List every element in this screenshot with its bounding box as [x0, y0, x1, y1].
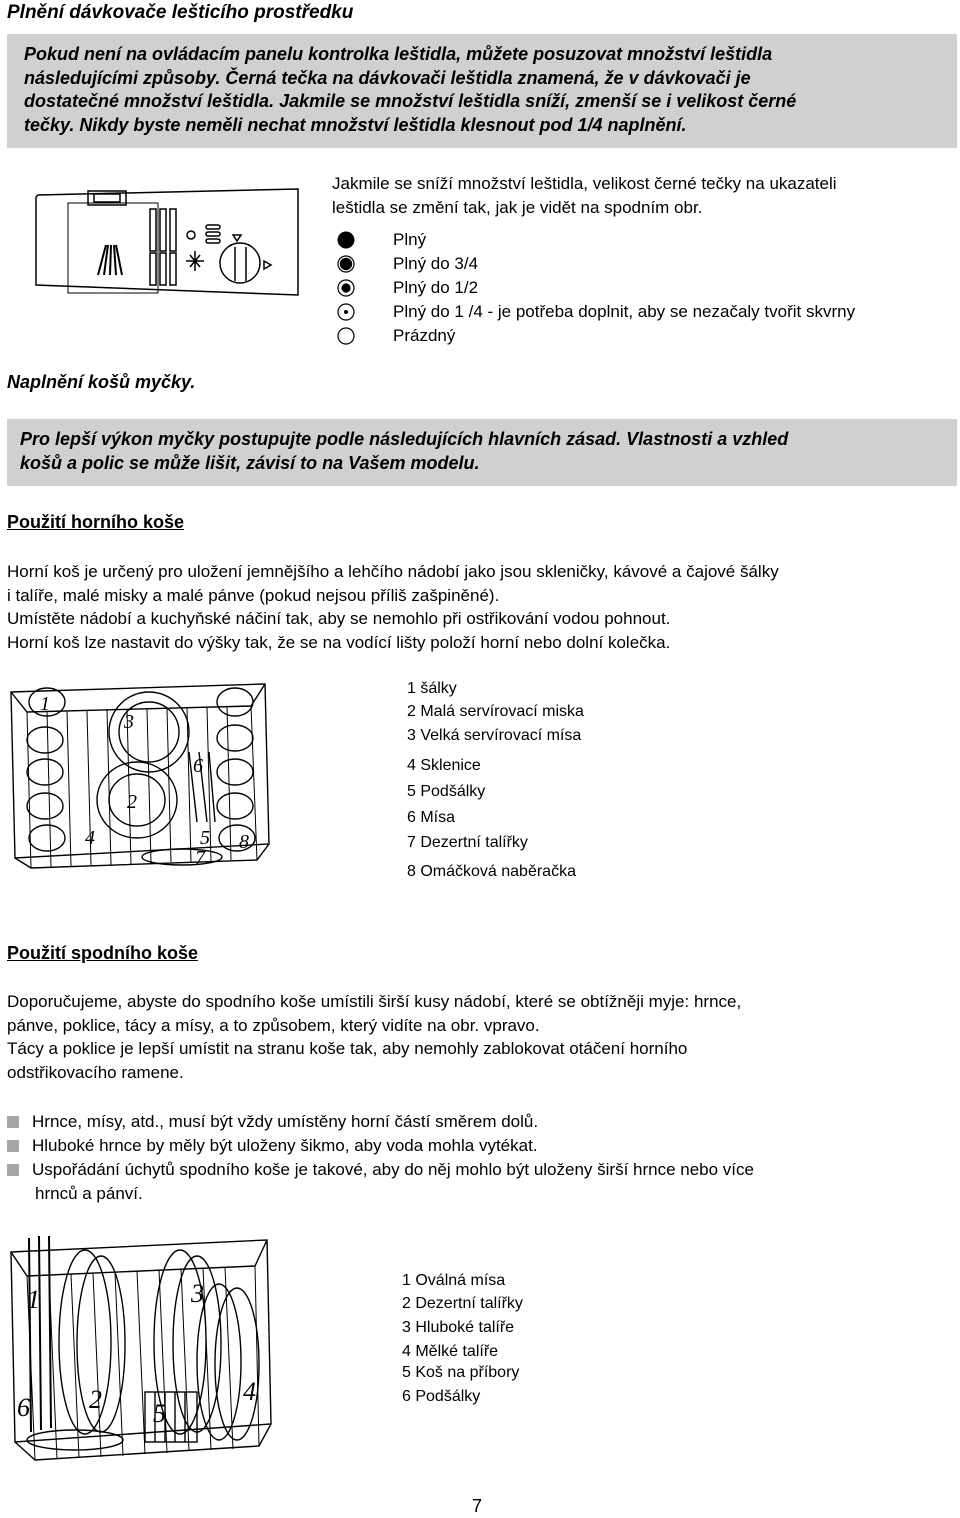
lower-paragraph-line: pánve, poklice, tácy a mísy, a to způsobem, který vidíte na obr. vpravo.	[7, 1015, 540, 1035]
lower-legend-item: 2 Dezertní talířky	[402, 1295, 523, 1312]
lower-paragraph-line: Tácy a poklice je lepší umístit na stranu koše tak, aby nemohly zablokovat otáčení horního	[7, 1039, 688, 1058]
legend-label: Plný do 3/4	[393, 254, 479, 273]
upper-paragraph-line: i talíře, malé misky a malé pánve (pokud nejsou příliš zašpiněné).	[7, 585, 500, 605]
dot-half-icon	[337, 279, 355, 297]
legend-label: Prázdný	[393, 326, 456, 345]
lower-basket-heading: Použití spodního koše	[7, 943, 199, 963]
upper-paragraph-line: Horní koš je určený pro uložení jemnějšího a lehčího nádobí jako jsou skleničky, kávové a čajové šálky	[7, 562, 779, 581]
upper-basket-text	[7, 560, 955, 654]
baskets-heading: Naplnění košů myčky.	[7, 372, 196, 392]
figure-number: 5	[153, 1399, 166, 1428]
bullet-square-icon	[7, 1164, 19, 1176]
lower-basket-diagram	[5, 1232, 275, 1467]
upper-legend-item: 2 Malá servírovací miska	[407, 703, 584, 720]
info-line: Pokud není na ovládacím panelu kontrolka leštidla, můžete posuzovat množství leštidla	[24, 44, 773, 64]
info-line: tečky. Nikdy byste neměli nechat množství leštidla klesnout pod 1/4 naplnění.	[24, 114, 687, 135]
lower-legend-item: 4 Mělké talíře	[402, 1343, 499, 1360]
bullet-item	[7, 1158, 955, 1182]
dot-quarter-icon	[337, 303, 355, 321]
bullet-text: Uspořádání úchytů spodního koše je takové, aby do něj mohlo být uloženy širší hrnce nebo více	[32, 1160, 754, 1179]
upper-paragraph-line: Horní koš lze nastavit do výšky tak, že se na vodící lišty položí horní nebo dolní kolečka.	[7, 632, 671, 652]
page-number: 7	[472, 1496, 483, 1516]
upper-legend-item: 4 Sklenice	[407, 757, 481, 774]
lower-legend-item: 5 Koš na příbory	[402, 1364, 520, 1381]
figure-number: 3	[124, 711, 134, 733]
info-line: dostatečné množství leštidla. Jakmile se množství leštidla sníží, zmenší se i velikost černé	[24, 91, 797, 111]
upper-legend-item: 3 Velká servírovací mísa	[407, 727, 582, 744]
upper-legend-item: 5 Podšálky	[407, 783, 486, 800]
rinse-aid-dispenser-diagram	[28, 185, 303, 300]
upper-basket-diagram	[7, 672, 272, 870]
legend-label: Plný do 1 /4 - je potřeba doplnit, aby se nezačaly tvořit skvrny	[393, 302, 856, 321]
figure-number: 5	[200, 827, 210, 849]
info-line: následujícími způsoby. Černá tečka na dávkovači leštidla znamená, že v dávkovači je	[24, 67, 751, 88]
baskets-info-line: košů a polic se může lišit, závisí to na Vašem modelu.	[20, 452, 480, 473]
upper-legend-item: 7 Dezertní talířky	[407, 834, 528, 851]
indicator-line: leštidla se změní tak, jak je vidět na spodním obr.	[332, 197, 703, 217]
figure-number: 1	[27, 1285, 40, 1314]
bullet-square-icon	[7, 1116, 19, 1128]
rinse-aid-info-box	[7, 34, 957, 148]
upper-legend-item: 8 Omáčková naběračka	[407, 863, 576, 880]
upper-legend-item: 1 šálky	[407, 680, 457, 697]
dot-full-icon	[337, 231, 355, 249]
lower-legend-item: 3 Hluboké talíře	[402, 1319, 515, 1336]
lower-basket-bullets	[7, 1110, 955, 1206]
figure-number: 8	[239, 831, 249, 853]
figure-number: 7	[195, 847, 205, 869]
upper-paragraph-line: Umístěte nádobí a kuchyňské náčiní tak, aby se nemohlo při ostřikování vodou pohnout.	[7, 609, 671, 628]
upper-basket-legend	[407, 680, 667, 885]
dot-three-quarters-icon	[337, 255, 355, 273]
figure-number: 3	[191, 1279, 204, 1308]
lower-legend-item: 1 Oválná mísa	[402, 1272, 506, 1289]
page-title: Plnění dávkovače lešticího prostředku	[7, 2, 354, 23]
bullet-item	[7, 1134, 955, 1158]
upper-basket-heading: Použití horního koše	[7, 512, 185, 532]
indicator-line: Jakmile se sníží množství leštidla, velikost černé tečky na ukazateli	[332, 174, 837, 193]
figure-number: 2	[89, 1385, 102, 1414]
bullet-continuation: hrnců a pánví.	[35, 1184, 143, 1203]
indicator-description	[332, 172, 957, 219]
figure-number: 4	[85, 827, 95, 849]
figure-number: 6	[17, 1393, 30, 1422]
bullet-text: Hrnce, mísy, atd., musí být vždy umístěny horní částí směrem dolů.	[32, 1112, 539, 1131]
figure-number: 1	[40, 693, 50, 715]
figure-number: 2	[127, 791, 137, 813]
bullet-item	[7, 1110, 955, 1134]
upper-legend-item: 6 Mísa	[407, 809, 456, 826]
lower-paragraph-line: Doporučujeme, abyste do spodního koše umístili širší kusy nádobí, které se obtížněji myje: hrnce,	[7, 992, 742, 1011]
legend-label: Plný	[393, 230, 427, 249]
baskets-info-line: Pro lepší výkon myčky postupujte podle následujících hlavních zásad. Vlastnosti a vzhled	[20, 429, 789, 449]
lower-basket-text	[7, 990, 955, 1084]
lower-paragraph-line: odstřikovacího ramene.	[7, 1062, 184, 1082]
baskets-info-box	[7, 419, 957, 486]
bullet-text: Hluboké hrnce by měly být uloženy šikmo, aby voda mohla vytékat.	[32, 1136, 538, 1155]
dot-empty-icon	[337, 327, 355, 345]
lower-basket-legend	[402, 1272, 662, 1412]
figure-number: 6	[193, 755, 203, 777]
figure-number: 4	[243, 1377, 256, 1406]
lower-legend-item: 6 Podšálky	[402, 1388, 481, 1405]
bullet-square-icon	[7, 1140, 19, 1152]
legend-label: Plný do 1/2	[393, 278, 479, 297]
